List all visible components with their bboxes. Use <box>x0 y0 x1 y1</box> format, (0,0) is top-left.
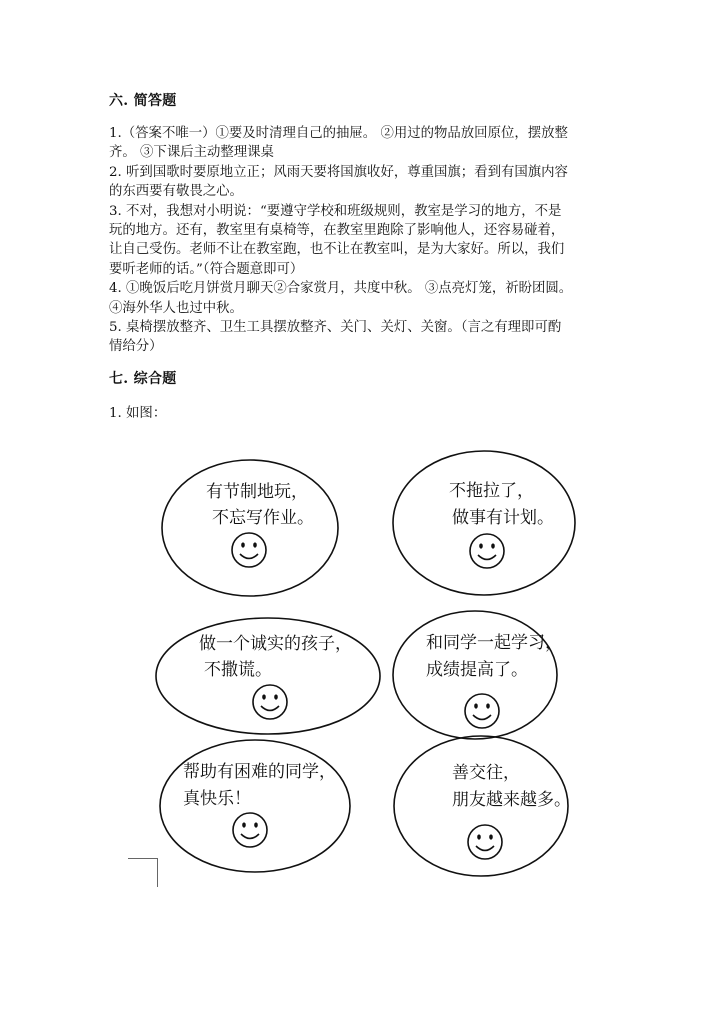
answer-line: 3. 不对，我想对小明说：“要遵守学校和班级规则，教室是学习的地方，不是 <box>109 203 562 219</box>
bubble-5-line2: 真快乐！ <box>183 789 251 809</box>
answer-line: 1.（答案不唯一）①要及时清理自己的抽屉。 ②用过的物品放回原位，摆放整 <box>109 126 568 141</box>
bubble-3 <box>156 618 380 734</box>
answer-line: 情给分） <box>109 339 163 355</box>
bubble-3-line2: 不撒谎。 <box>204 660 272 680</box>
bubble-1-line2: 不忘写作业。 <box>212 508 314 528</box>
bubble-4-line1: 和同学一起学习， <box>426 633 562 653</box>
question-label: 1. 如图： <box>109 406 167 421</box>
bubble-5 <box>160 740 350 872</box>
bubble-2-line1: 不拖拉了， <box>449 481 534 501</box>
smiley-face-icon <box>253 685 287 719</box>
bubble-3-line1: 做一个诚实的孩子， <box>199 634 352 654</box>
answer-line: 5. 桌椅摆放整齐、卫生工具摆放整齐、关门、关灯、关窗。（言之有理即可酌 <box>109 319 562 335</box>
bubble-4 <box>393 611 562 739</box>
bubble-6-line1: 善交往， <box>452 763 520 783</box>
section-seven-title: 七. 综合题 <box>109 371 177 387</box>
bubble-1-line1: 有节制地玩， <box>206 482 308 502</box>
smiley-face-icon <box>232 533 266 567</box>
smiley-face-icon <box>465 694 499 728</box>
bubble-6 <box>394 736 571 876</box>
bubble-4-line2: 成绩提高了。 <box>426 660 528 680</box>
bubble-5-line1: 帮助有困难的同学， <box>183 762 336 782</box>
bubble-2-line2: 做事有计划。 <box>452 508 554 528</box>
answer-line: 2. 听到国歌时要原地立正；风雨天要将国旗收好，尊重国旗；看到有国旗内容 <box>109 164 568 180</box>
answer-line: ④海外华人也过中秋。 <box>109 300 243 316</box>
bubble-1 <box>162 460 338 596</box>
bubble-2 <box>393 451 575 595</box>
smiley-face-icon <box>470 534 504 568</box>
section-six-title: 六. 简答题 <box>109 93 177 109</box>
bubble-6-line2: 朋友越来越多。 <box>452 790 571 810</box>
answer-line: 让自己受伤。老师不让在教室跑，也不让在教室叫，是为大家好。所以，我们 <box>109 242 565 258</box>
smiley-face-icon <box>468 825 502 859</box>
crop-corner-mark <box>128 858 158 887</box>
answer-line: 玩的地方。还有，教室里有桌椅等，在教室里跑除了影响他人，还容易碰着， <box>109 222 565 238</box>
answer-line: 4. ①晚饭后吃月饼赏月聊天②合家赏月，共度中秋。 ③点亮灯笼，祈盼团圆。 <box>109 281 573 297</box>
answer-line: 要听老师的话。”（符合题意即可） <box>109 261 304 277</box>
answer-line: 的东西要有敬畏之心。 <box>109 184 243 200</box>
smiley-face-icon <box>233 813 267 847</box>
answer-line: 齐。 ③下课后主动整理课桌 <box>109 145 274 161</box>
